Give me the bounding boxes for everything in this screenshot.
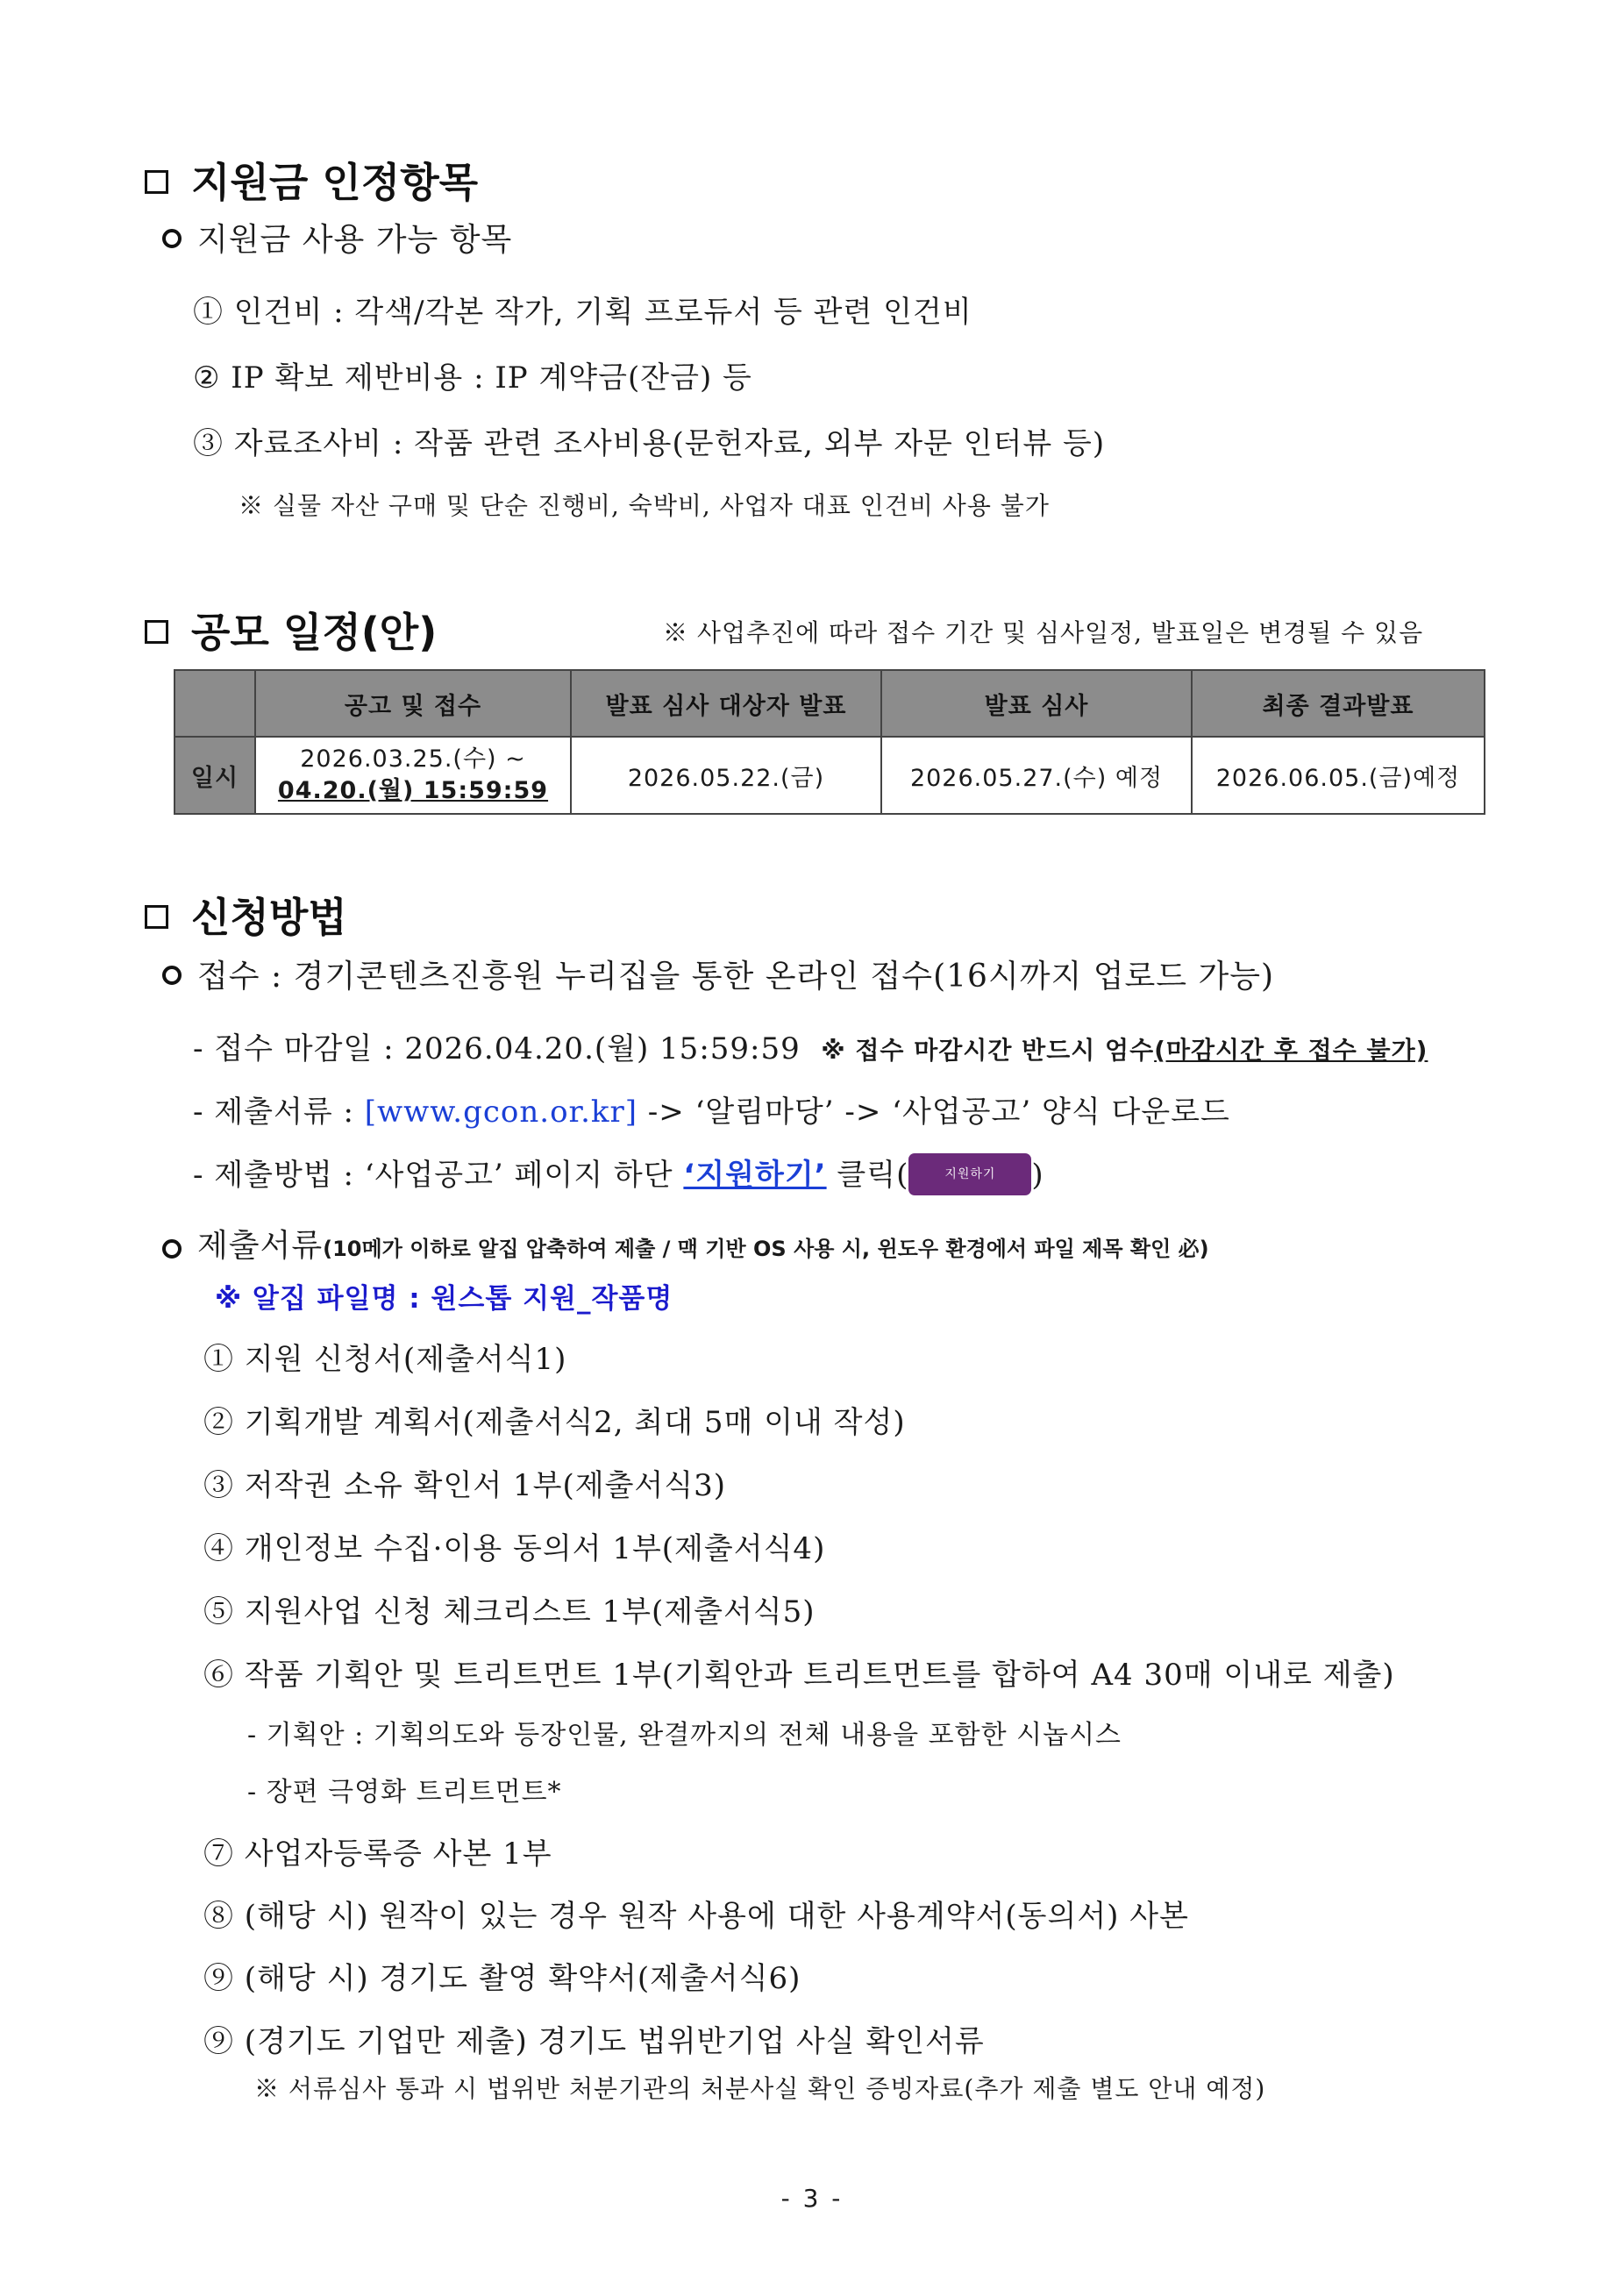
- section-title: 신청방법: [191, 894, 347, 941]
- support-note: ※ 실물 자산 구매 및 단순 진행비, 숙박비, 사업자 대표 인건비 사용 불가: [239, 491, 1050, 520]
- support-item: ① 인건비 : 각색/각본 작가, 기획 프로듀서 등 관련 인건비: [193, 295, 972, 330]
- submit-docs-heading: [162, 1221, 1209, 1266]
- docs-suffix: -> ‘알림마당’ -> ‘사업공고’ 양식 다운로드: [637, 1095, 1230, 1130]
- submit-item: ⑥ 작품 기획안 및 트리트먼트 1부(기획안과 트리트먼트를 합하여 A4 30매 이내로 제출): [203, 1658, 1395, 1693]
- date-range-end: 04.20.(월) 15:59:59: [277, 777, 549, 804]
- section-title: 공모 일정(안): [191, 609, 438, 656]
- submit-item: ⑤ 지원사업 신청 체크리스트 1부(제출서식5): [203, 1594, 816, 1630]
- method-line: [193, 1151, 1044, 1198]
- checkbox-square-icon: [145, 170, 168, 194]
- table-cell: [255, 737, 571, 814]
- table-header-cell: [175, 670, 255, 737]
- submit-title: 제출서류: [197, 1228, 324, 1264]
- table-row-label: 일시: [175, 737, 255, 814]
- table-header-cell: 발표 심사: [881, 670, 1192, 737]
- circle-bullet-icon: [162, 1239, 182, 1259]
- checkbox-square-icon: [145, 905, 168, 929]
- submit-item: ⑦ 사업자등록증 사본 1부: [203, 1836, 552, 1872]
- circle-bullet-icon: [162, 966, 182, 985]
- table-row: [175, 737, 1485, 814]
- table-cell: 2026.06.05.(금)예정: [1192, 737, 1485, 814]
- support-subtitle: [162, 215, 512, 260]
- deadline-warning-underlined: (마감시간 후 접수 불가): [1154, 1036, 1428, 1065]
- section-heading-support-items: [145, 151, 478, 209]
- table-header-cell: 최종 결과발표: [1192, 670, 1485, 737]
- submit-sub-item: - 기획안 : 기획의도와 등장인물, 완결까지의 전체 내용을 포함한 시놉시스: [247, 1720, 1122, 1751]
- apply-button[interactable]: 지원하기: [908, 1153, 1031, 1195]
- table-cell: 2026.05.22.(금): [571, 737, 881, 814]
- method-prefix: - 제출방법 : ‘사업공고’ 페이지 하단: [193, 1158, 684, 1193]
- deadline-warning: ※ 접수 마감시간 반드시 엄수: [821, 1036, 1155, 1065]
- submit-item: ⑨ (해당 시) 경기도 촬영 확약서(제출서식6): [203, 1961, 801, 1996]
- gcon-website-link[interactable]: [www.gcon.or.kr]: [364, 1095, 637, 1130]
- section-heading-application: [145, 886, 347, 944]
- deadline-text: - 접수 마감일 : 2026.04.20.(월) 15:59:59: [193, 1031, 801, 1066]
- zip-filename-note: ※ 알집 파일명 : 원스톱 지원_작품명: [215, 1283, 673, 1315]
- receipt-text: 접수 : 경기콘텐츠진흥원 누리집을 통한 온라인 접수(16시까지 업로드 가능): [197, 959, 1275, 995]
- section-heading-schedule: [145, 601, 437, 659]
- table-header-cell: 발표 심사 대상자 발표: [571, 670, 881, 737]
- section-title: 지원금 인정항목: [191, 159, 479, 206]
- date-range-start: 2026.03.25.(수) ~: [300, 745, 526, 773]
- final-note: ※ 서류심사 통과 시 법위반 처분기관의 처분사실 확인 증빙자료(추가 제출 별도 안내 예정): [254, 2074, 1266, 2103]
- table-header-cell: 공고 및 접수: [255, 670, 571, 737]
- table-header-row: [175, 670, 1485, 737]
- apply-link-text: ‘지원하기’: [683, 1158, 827, 1193]
- schedule-table: [174, 669, 1485, 815]
- submit-item: ② 기획개발 계획서(제출서식2, 최대 5매 이내 작성): [203, 1405, 906, 1440]
- submit-item: ① 지원 신청서(제출서식1): [203, 1342, 567, 1377]
- submit-item: ⑧ (해당 시) 원작이 있는 경우 원작 사용에 대한 사용계약서(동의서) 사본: [203, 1899, 1189, 1934]
- support-item: ② IP 확보 제반비용 : IP 계약금(잔금) 등: [193, 360, 752, 396]
- submit-note: (10메가 이하로 알집 압축하여 제출 / 맥 기반 OS 사용 시, 윈도우 환경에서 파일 제목 확인 必): [323, 1237, 1209, 1261]
- docs-line: [193, 1088, 1230, 1130]
- deadline-line: [193, 1024, 1428, 1067]
- submit-sub-item: - 장편 극영화 트리트먼트*: [247, 1777, 562, 1808]
- schedule-note: ※ 사업추진에 따라 접수 기간 및 심사일정, 발표일은 변경될 수 있음: [663, 618, 1424, 647]
- table-cell: 2026.05.27.(수) 예정: [881, 737, 1192, 814]
- submit-item: ④ 개인정보 수집·이용 동의서 1부(제출서식4): [203, 1531, 826, 1566]
- page-number: - 3 -: [780, 2184, 844, 2213]
- checkbox-square-icon: [145, 620, 168, 644]
- docs-prefix: - 제출서류 :: [193, 1095, 365, 1130]
- submit-item: ③ 저작권 소유 확인서 1부(제출서식3): [203, 1468, 726, 1503]
- subtitle-text: 지원금 사용 가능 항목: [197, 222, 513, 258]
- circle-bullet-icon: [162, 229, 182, 248]
- submit-item: ⑨ (경기도 기업만 제출) 경기도 법위반기업 사실 확인서류: [203, 2024, 985, 2059]
- method-suffix: 클릭(: [826, 1158, 909, 1193]
- support-item: ③ 자료조사비 : 작품 관련 조사비용(문헌자료, 외부 자문 인터뷰 등): [193, 426, 1106, 461]
- method-close: ): [1031, 1158, 1044, 1193]
- receipt-line: [162, 952, 1274, 996]
